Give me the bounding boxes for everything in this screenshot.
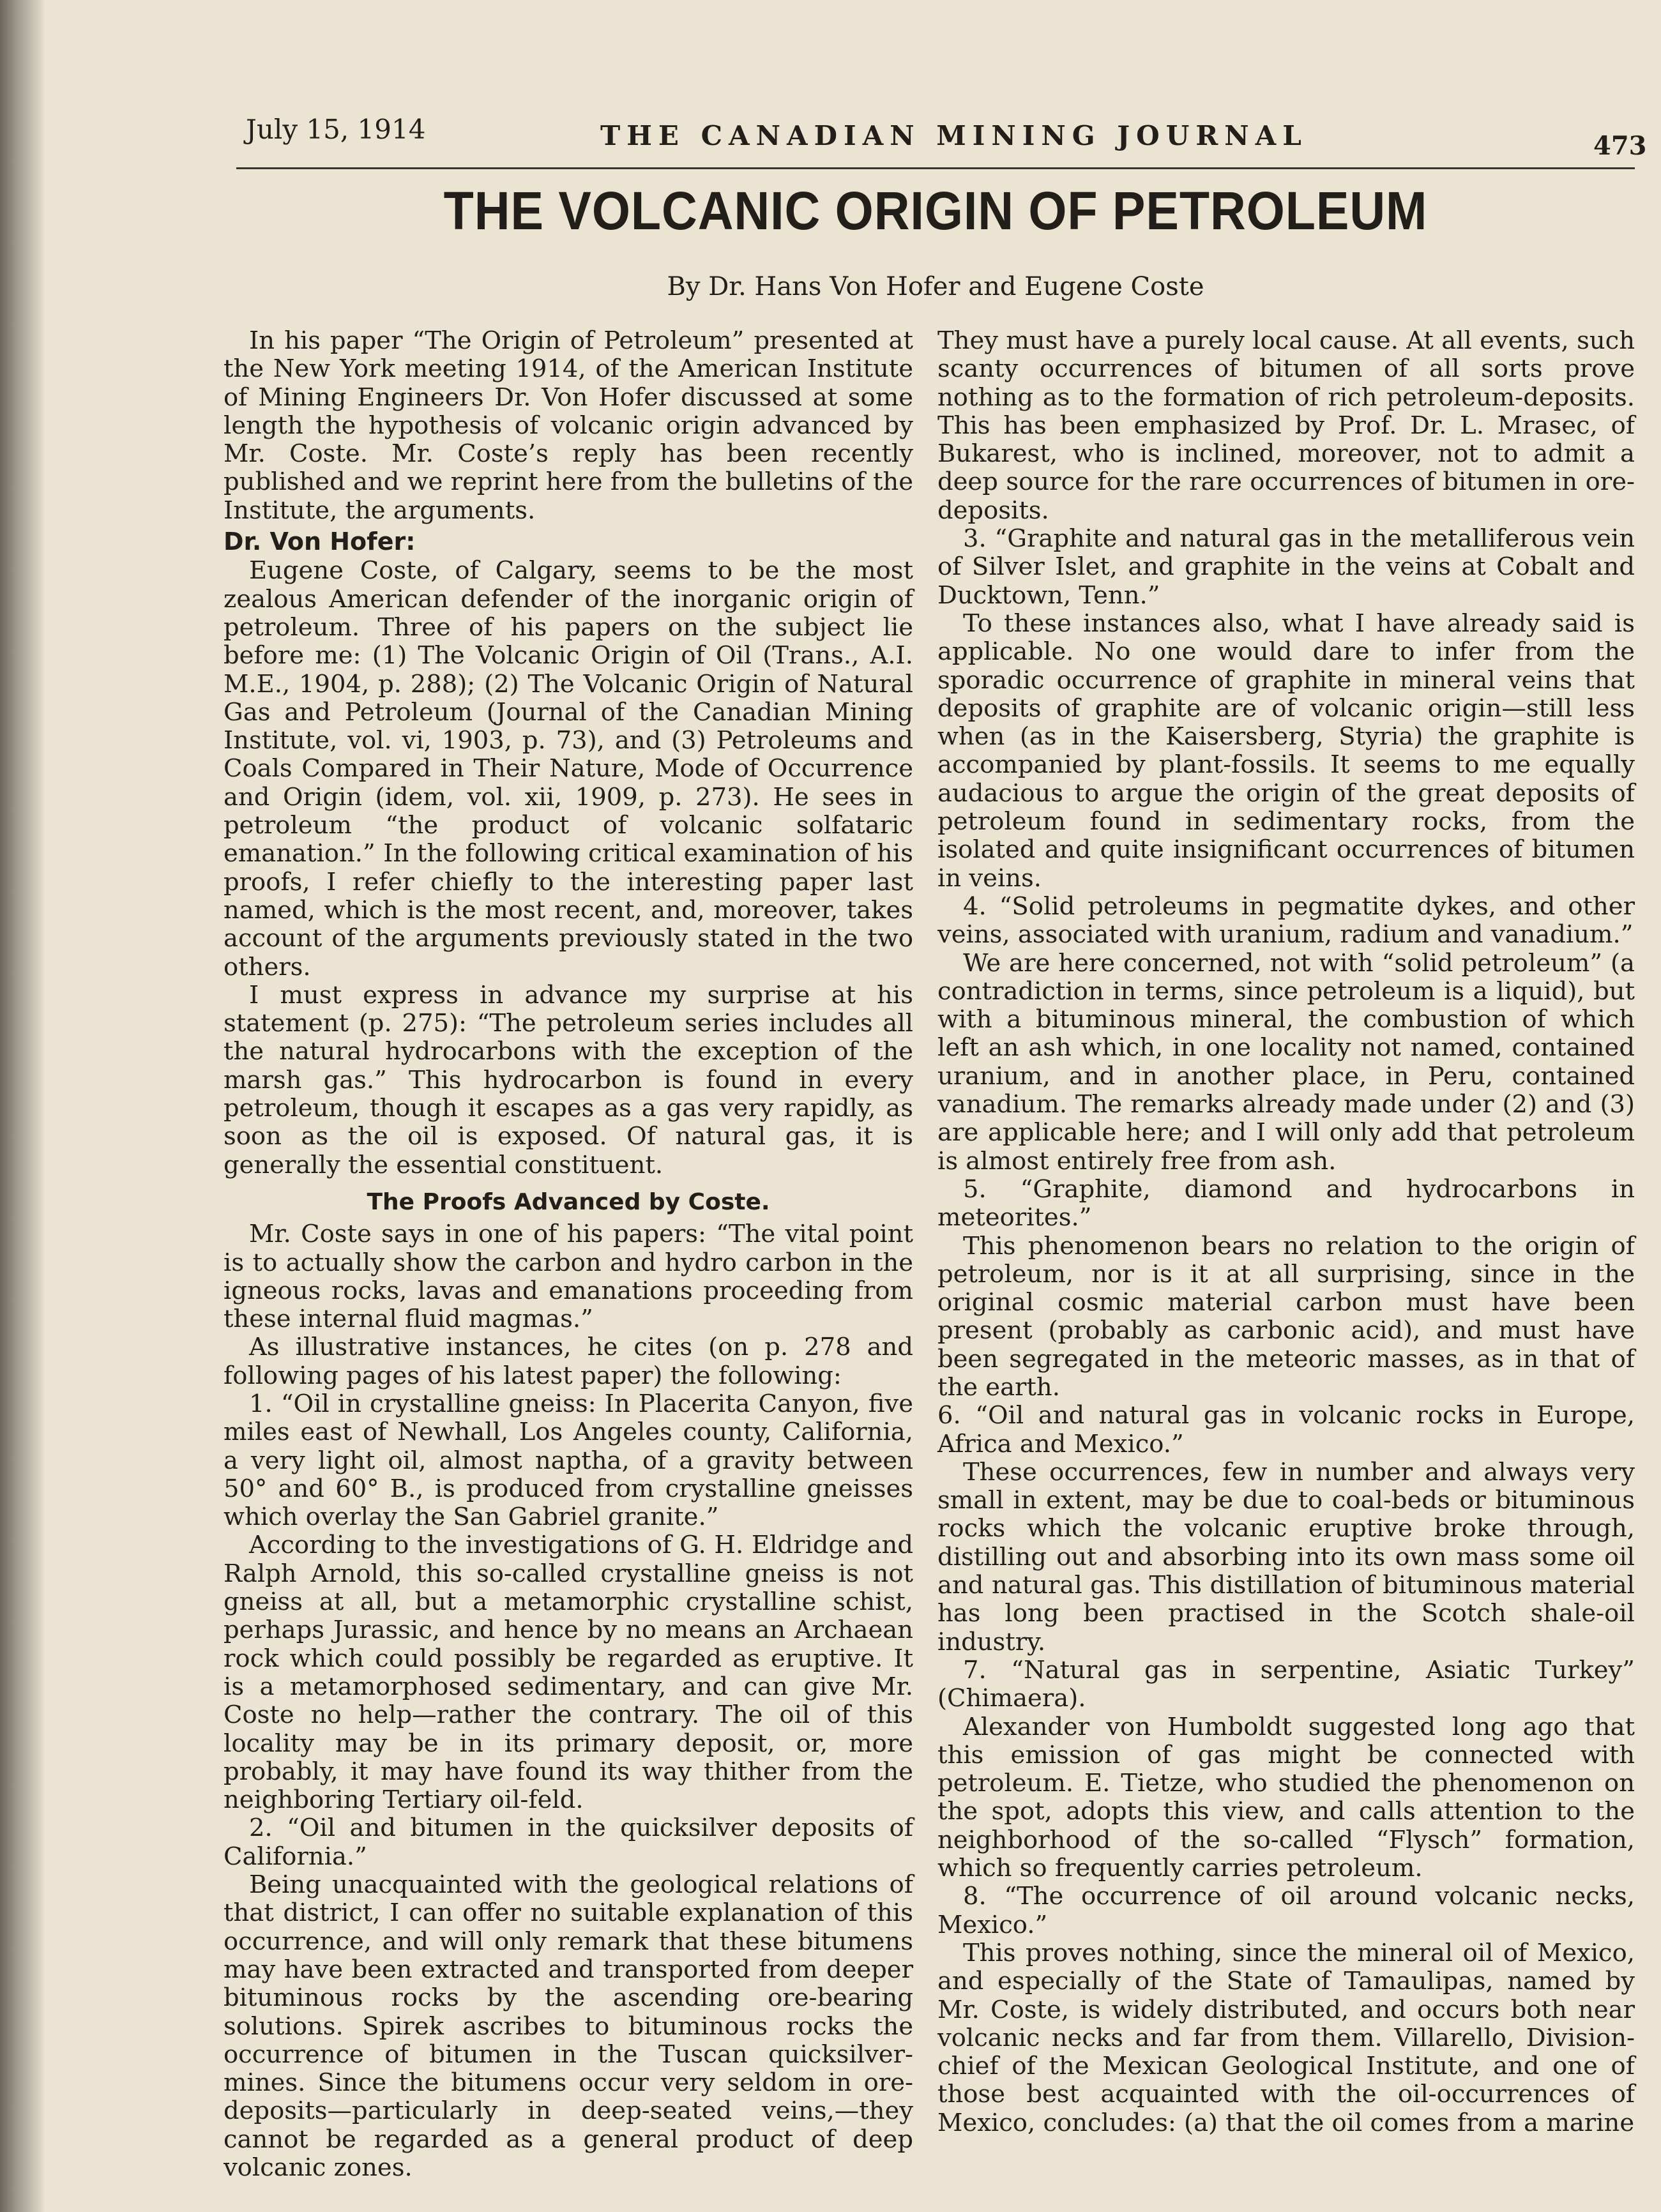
paragraph: To these instances also, what I have already said is applicable. No one would dare to infer from the sporadic occurrence of graphite in mineral veins that deposits of graphite are of volcanic origin—still less when (as in the Kaisersberg, Styria) the graphite is accompanied by plant-fossils. It seems to me equally audacious to argue the origin of the great deposits of petroleum found in sedimentary rocks, from the isolated and quite insignificant occurrences of bitumen in veins. [937, 609, 1635, 893]
paragraph: Alexander von Humboldt suggested long ago that this emission of gas might be connected with petroleum. E. Tietze, who studied the phenomenon on the spot, adopts this view, and calls attention to the neighborhood of the so-called “Flysch” formation, which so frequently carries petroleum. [937, 1712, 1635, 1883]
intro-paragraph: In his paper “The Origin of Petroleum” presented at the New York meeting 1914, of the American Institute of Mining Engineers Dr. Von Hofer discussed at some length the hypothesis of volcanic origin advanced by Mr. Coste. Mr. Coste’s reply has been recently published and we reprint here from the bulletins of the Institute, the arguments. [224, 326, 913, 525]
paragraph: Mr. Coste says in one of his papers: “The vital point is to actually show the carbon and hydro carbon in the igneous rocks, lavas and emanations proceeding from these internal fluid magmas.” [224, 1220, 913, 1334]
paragraph: Being unacquainted with the geological relations of that district, I can offer no suitable explanation of this occurrence, and will only remark that these bitumens may have been extracted and transported from deeper bituminous rocks by the ascending ore-bearing solutions. Spirek ascribes to bituminous rocks the occurrence of bitumen in the Tuscan quicksilver-mines. Since the bitumens occur very seldom in ore-deposits—particularly in deep-seated veins,—they cannot be regarded as a general product of deep volcanic zones. [224, 1870, 913, 2182]
paragraph: These occurrences, few in number and always very small in extent, may be due to coal-beds or bituminous rocks which the volcanic eruptive broke through, distilling out and absorbing into its own mass some oil and natural gas. This distillation of bituminous material has long been practised in the Scotch shale-oil industry. [937, 1457, 1635, 1656]
list-item-paragraph: 1. “Oil in crystalline gneiss: In Placerita Canyon, five miles east of Newhall, Los Angeles county, California, a very light oil, almost naptha, of a gravity between 50° and 60° B., is produced from crystalline gneisses which overlay the San Gabriel granite.” [224, 1389, 913, 1532]
section-heading-von-hofer: Dr. Von Hofer: [224, 527, 416, 556]
right-column [937, 327, 1635, 2137]
list-item-paragraph: 3. “Graphite and natural gas in the metalliferous vein of Silver Islet, and graphite in the veins at Cobalt and Ducktown, Tenn.” [937, 524, 1635, 610]
section-heading-proofs: The Proofs Advanced by Coste. [367, 1188, 770, 1215]
list-item-paragraph: 6. “Oil and natural gas in volcanic rocks in Europe, Africa and Mexico.” [937, 1401, 1635, 1458]
paragraph: As illustrative instances, he cites (on p. 278 and following pages of his latest paper) the following: [224, 1333, 913, 1390]
paragraph: I must express in advance my surprise at his statement (p. 275): “The petroleum series includes all the natural hydrocarbons with the exception of the marsh gas.” This hydrocarbon is found in every petroleum, though it escapes as a gas very rapidly, as soon as the oil is exposed. Of natural gas, it is generally the essential constituent. [224, 980, 913, 1179]
paragraph: They must have a purely local cause. At all events, such scanty occurrences of bitumen of all sorts prove nothing as to the formation of rich petroleum-deposits. This has been emphasized by Prof. Dr. L. Mrasec, of Bukarest, who is inclined, moreover, not to admit a deep source for the rare occurrences of bitumen in ore-deposits. [937, 326, 1635, 525]
paragraph: This phenomenon bears no relation to the origin of petroleum, nor is it at all surprising, since in the original cosmic material carbon must have been present (probably as carbonic acid), and must have been segregated in the meteoric masses, as in that of the earth. [937, 1231, 1635, 1402]
list-item-paragraph: 7. “Natural gas in serpentine, Asiatic Turkey” (Chimaera). [937, 1655, 1635, 1713]
paragraph: Eugene Coste, of Calgary, seems to be the most zealous American defender of the inorganic origin of petroleum. Three of his papers on the subject lie before me: (1) The Volcanic Origin of Oil (Trans., A.I. M.E., 1904, p. 288); (2) The Volcanic Origin of Natural Gas and Petroleum (Journal of the Canadian Mining Institute, vol. vi, 1903, p. 73), and (3) Petroleums and Coals Compared in Their Nature, Mode of Occurrence and Origin (idem, vol. xii, 1909, p. 273). He sees in petroleum “the product of volcanic solfataric emanation.” In the following critical examination of his proofs, I refer chiefly to the interesting paper last named, which is the most recent, and, moreover, takes account of the arguments previously stated in the two others. [224, 556, 913, 981]
list-item-paragraph: 4. “Solid petroleums in pegmatite dykes, and other veins, associated with uranium, radium and vanadium.” [937, 891, 1635, 950]
header-date: July 15, 1914 [246, 114, 426, 145]
left-column [224, 327, 913, 2182]
journal-page [45, 0, 1661, 2212]
list-item-paragraph: 2. “Oil and bitumen in the quicksilver deposits of California.” [224, 1814, 913, 1871]
paragraph: According to the investigations of G. H. Eldridge and Ralph Arnold, this so-called crystalline gneiss is not gneiss at all, but a metamorphic crystalline schist, perhaps Jurassic, and hence by no means an Archaean rock which could possibly be regarded as eruptive. It is a metamorphosed sedimentary, and can give Mr. Coste no help—rather the contrary. The oil of this locality may be in its primary deposit, or, more probably, it may have found its way thither from the neighboring Tertiary oil-feld. [224, 1531, 913, 1815]
article-byline: By Dr. Hans Von Hofer and Eugene Coste [667, 272, 1204, 301]
header-journal-name: THE CANADIAN MINING JOURNAL [600, 120, 1308, 151]
paragraph: We are here concerned, not with “solid petroleum” (a contradiction in terms, since petroleum is a liquid), but with a bituminous mineral, the combustion of which left an ash which, in one locality not named, contained uranium, and in another place, in Peru, contained vanadium. The remarks already made under (2) and (3) are applicable here; and I will only add that petroleum is almost entirely free from ash. [937, 948, 1635, 1176]
header-page-number: 473 [1593, 131, 1647, 161]
binding-gutter [0, 0, 45, 2212]
article-title: THE VOLCANIC ORIGIN OF PETROLEUM [443, 181, 1428, 241]
list-item-paragraph: 8. “The occurrence of oil around volcanic necks, Mexico.” [937, 1882, 1635, 1939]
header-rule [236, 167, 1635, 169]
paragraph: This proves nothing, since the mineral oil of Mexico, and especially of the State of Tamaulipas, named by Mr. Coste, is widely distributed, and occurs both near volcanic necks and far from them. Villarello, Division-chief of the Mexican Geological Institute, and one of those best acquainted with the oil-occurrences of Mexico, concludes: (a) that the oil comes from a marine [937, 1938, 1635, 2137]
list-item-paragraph: 5. “Graphite, diamond and hydrocarbons in meteorites.” [937, 1174, 1635, 1232]
